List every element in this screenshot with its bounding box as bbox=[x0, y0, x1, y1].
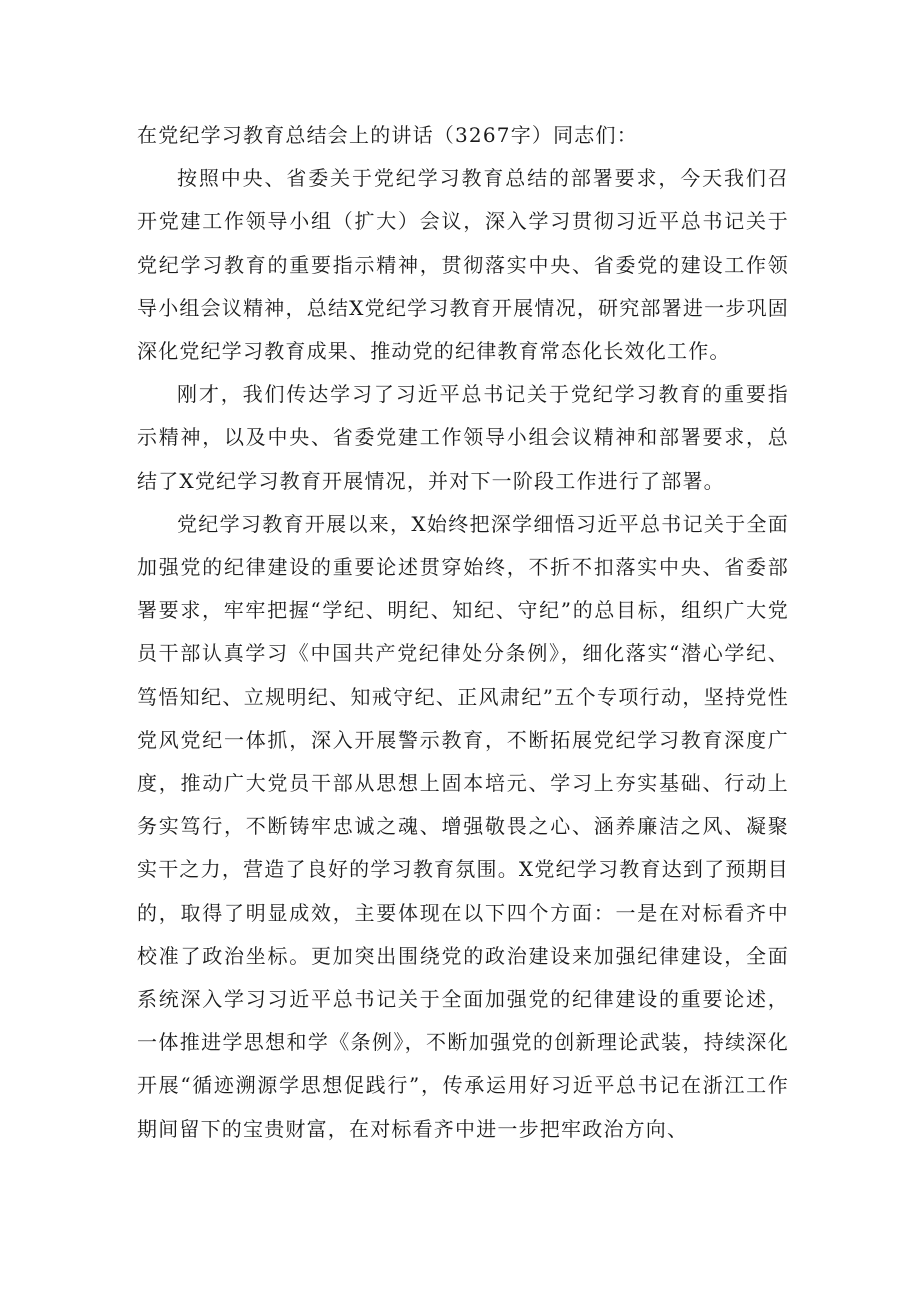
paragraph-achievements: 党纪学习教育开展以来，X始终把深学细悟习近平总书记关于全面加强党的纪律建设的重要论述贯穿始终，不折不扣落实中央、省委部署要求，牢牢把握“学纪、明纪、知纪、守纪”的总目标，组织广大党员干部认真学习《中国共产党纪律处分条例》，细化落实“潜心学纪、笃悟知纪、立规明纪、知戒守纪、正风肃纪”五个专项行动，坚持党性党风党纪一体抓，深入开展警示教育，不断拓展党纪学习教育深度广度，推动广大党员干部从思想上固本培元、学习上夯实基础、行动上务实笃行，不断铸牢忠诚之魂、增强敬畏之心、涵养廉洁之风、凝聚实干之力，营造了良好的学习教育氛围。X党纪学习教育达到了预期目的，取得了明显成效，主要体现在以下四个方面：一是在对标看齐中校准了政治坐标。更加突出围绕党的政治建设来加强纪律建设，全面系统深入学习习近平总书记关于全面加强党的纪律建设的重要论述，一体推进学思想和学《条例》，不断加强党的创新理论武装，持续深化开展“循迹溯源学思想促践行”，传承运用好习近平总书记在浙江工作期间留下的宝贵财富，在对标看齐中进一步把牢政治方向、 bbox=[137, 511, 789, 1141]
paragraph-opening: 按照中央、省委关于党纪学习教育总结的部署要求，今天我们召开党建工作领导小组（扩大）会议，深入学习贯彻习近平总书记关于党纪学习教育的重要指示精神，贯彻落实中央、省委党的建设工作领导小组会议精神，总结X党纪学习教育开展情况，研究部署进一步巩固深化党纪学习教育成果、推动党的纪律教育常态化长效化工作。 bbox=[137, 166, 789, 364]
speech-title-line: 在党纪学习教育总结会上的讲话（3267字）同志们： bbox=[137, 123, 638, 147]
paragraph-review: 刚才，我们传达学习了习近平总书记关于党纪学习教育的重要指示精神，以及中央、省委党建工作领导小组会议精神和部署要求，总结了X党纪学习教育开展情况，并对下一阶段工作进行了部署。 bbox=[137, 382, 789, 493]
document-body bbox=[137, 114, 789, 1151]
